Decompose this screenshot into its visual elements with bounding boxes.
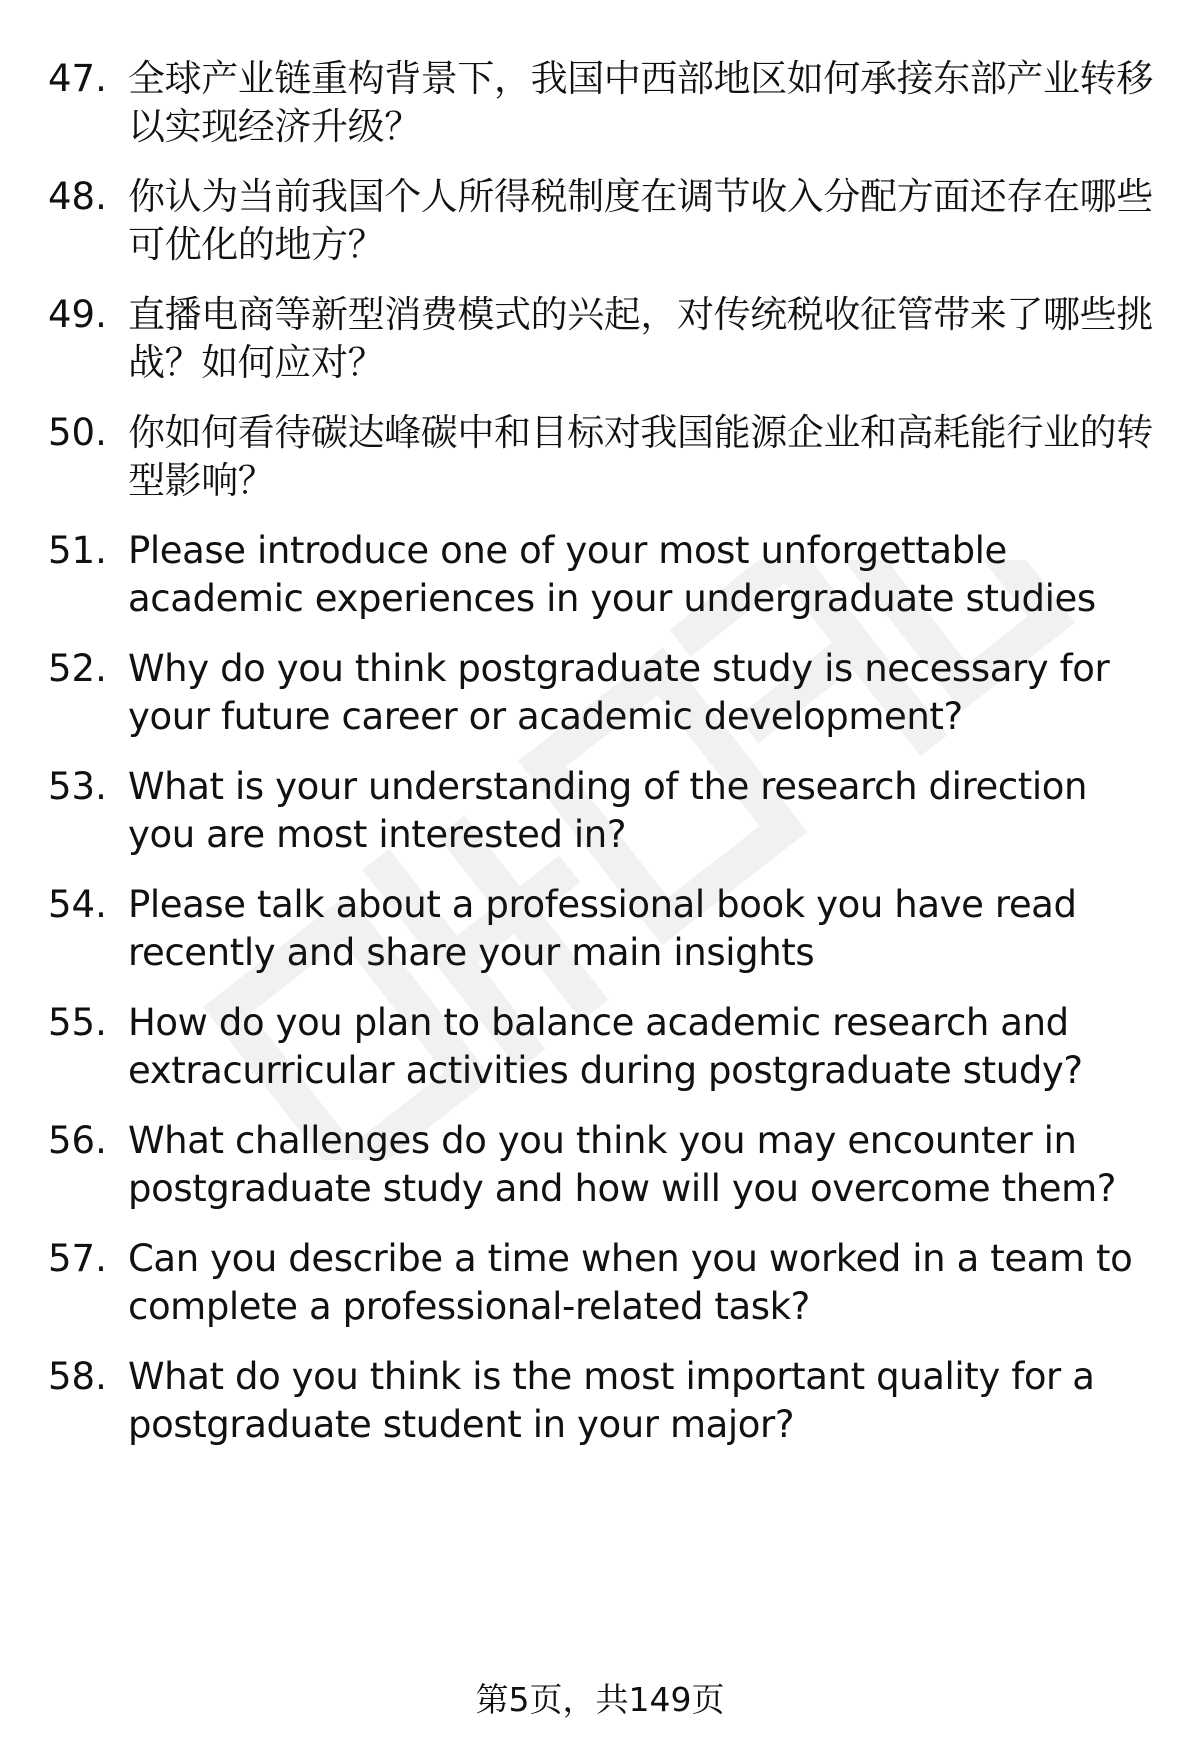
- question-number: 50.: [48, 411, 107, 454]
- question-number: 49.: [48, 293, 107, 336]
- question-number: 48.: [48, 175, 107, 218]
- question-item: [48, 173, 1158, 269]
- question-number: 58.: [48, 1355, 107, 1398]
- question-text: Please introduce one of your most unforgettable academic experiences in your undergraduate studies: [128, 529, 1096, 620]
- question-item: [48, 527, 1158, 623]
- question-number: 47.: [48, 57, 107, 100]
- question-item: [48, 999, 1158, 1095]
- question-text: Can you describe a time when you worked in a team to complete a professional-related task?: [128, 1237, 1133, 1328]
- question-number: 56.: [48, 1119, 107, 1162]
- question-text: How do you plan to balance academic research and extracurricular activities during postgraduate study?: [128, 1001, 1083, 1092]
- question-number: 57.: [48, 1237, 107, 1280]
- question-number: 54.: [48, 883, 107, 926]
- question-item: [48, 1235, 1158, 1331]
- question-item: [48, 291, 1158, 387]
- question-text: Why do you think postgraduate study is necessary for your future career or academic development?: [128, 647, 1110, 738]
- page-footer: 第5页，共149页: [475, 1680, 725, 1719]
- question-text: 直播电商等新型消费模式的兴起，对传统税收征管带来了哪些挑战？如何应对？: [128, 293, 1153, 384]
- question-number: 53.: [48, 765, 107, 808]
- question-text: Please talk about a professional book you have read recently and share your main insights: [128, 883, 1077, 974]
- question-item: [48, 55, 1158, 151]
- question-number: 51.: [48, 529, 107, 572]
- question-item: [48, 645, 1158, 741]
- question-item: [48, 1117, 1158, 1213]
- question-item: [48, 1353, 1158, 1449]
- question-item: [48, 763, 1158, 859]
- question-text: 你认为当前我国个人所得税制度在调节收入分配方面还存在哪些可优化的地方？: [128, 175, 1153, 266]
- question-text: What is your understanding of the research direction you are most interested in?: [128, 765, 1088, 856]
- question-text: What do you think is the most important quality for a postgraduate student in your major?: [128, 1355, 1095, 1446]
- question-number: 52.: [48, 647, 107, 690]
- question-number: 55.: [48, 1001, 107, 1044]
- question-text: 你如何看待碳达峰碳中和目标对我国能源企业和高耗能行业的转型影响？: [128, 411, 1153, 502]
- question-item: [48, 881, 1158, 977]
- question-text: What challenges do you think you may encounter in postgraduate study and how will you overcome them?: [128, 1119, 1117, 1210]
- question-item: [48, 409, 1158, 505]
- question-text: 全球产业链重构背景下，我国中西部地区如何承接东部产业转移以实现经济升级？: [128, 57, 1153, 148]
